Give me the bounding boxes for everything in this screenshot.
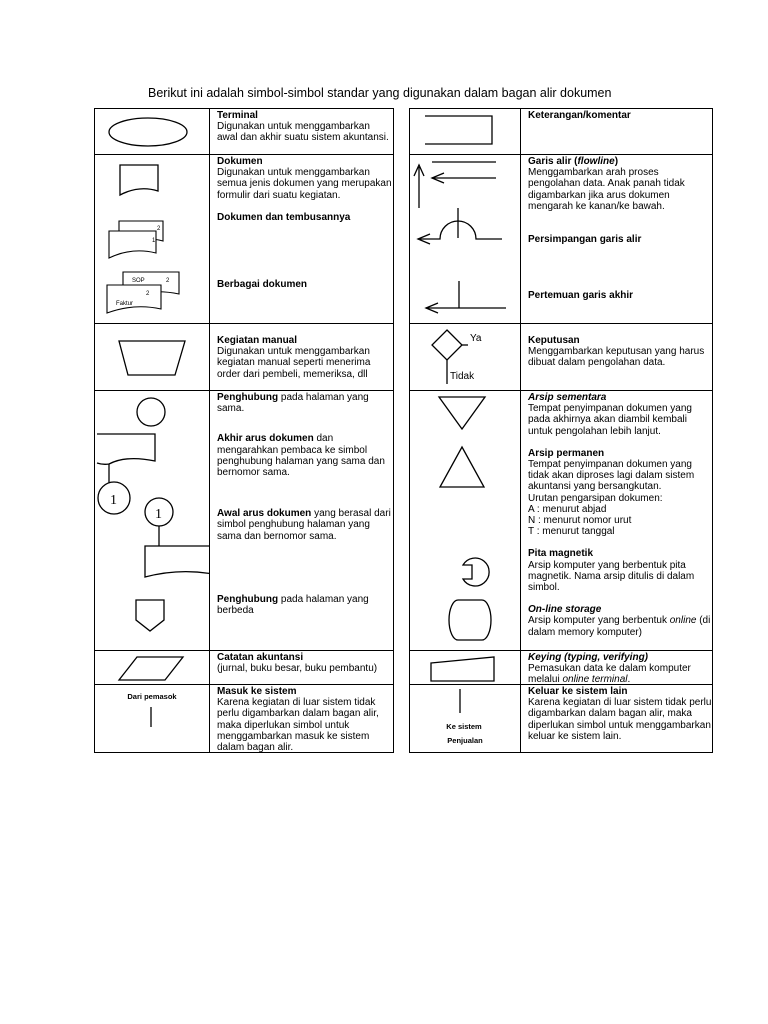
keputusan-name: Keputusan	[528, 335, 580, 346]
table-row	[95, 324, 394, 391]
penghubung1-rest: pada halaman yang sama.	[217, 392, 369, 415]
exit-label-1: Ke sistem	[446, 722, 482, 731]
arsip-permanen-name: Arsip permanen	[528, 447, 605, 459]
arsip-urutan: Urutan pengarsipan dokumen:	[528, 492, 663, 504]
online-storage-symbol	[449, 600, 491, 640]
description-cell	[521, 651, 713, 684]
arsip-sementara-name: Arsip sementara	[528, 392, 607, 403]
symbol-cell	[95, 685, 210, 752]
doc-label-2: 2	[157, 226, 161, 232]
annotation-symbol	[410, 109, 521, 154]
akhir-arus-text	[217, 433, 393, 478]
keterangan-name: Keterangan/komentar	[528, 110, 631, 121]
flowline-symbols	[410, 155, 521, 323]
start-flow-document	[145, 546, 210, 577]
table-row	[410, 109, 713, 155]
arsip-urutan-t: T : menurut tanggal	[528, 526, 615, 538]
symbol-cell	[410, 109, 521, 154]
awal-arus-name: Awal arus dokumen	[217, 508, 312, 520]
masuk-desc: Karena kegiatan di luar sistem tidak perlu digambarkan dalam bagan alir, maka diperlukan simbol untuk menggambarkan masuk ke sistem dalam bagan alir.	[217, 697, 379, 752]
multi-doc-label-2b: 2	[146, 291, 150, 297]
penghubung2-name: Penghubung	[217, 593, 279, 605]
entry-symbol	[95, 685, 210, 752]
entry-label: Dari pemasok	[127, 692, 177, 701]
temporary-file-symbol	[439, 397, 485, 429]
table-row	[410, 651, 713, 685]
persimpangan-name: Persimpangan garis alir	[528, 234, 642, 246]
keluar-desc: Karena kegiatan di luar sistem tidak perlu digambarkan dalam bagan alir, maka diperlukan simbol untuk menggambarkan keluar ke sistem lain.	[528, 697, 712, 742]
garis-alir-name: Garis alir (flowline)	[528, 156, 619, 167]
description-cell	[521, 685, 713, 752]
crossing-flowline	[420, 221, 502, 239]
table-row	[95, 685, 394, 753]
doc-label-1: 1	[152, 238, 156, 244]
description-cell	[521, 109, 713, 154]
penghubung1-text	[217, 392, 393, 414]
table-row	[95, 651, 394, 685]
decision-no-label: Tidak	[450, 371, 475, 382]
description-cell	[521, 391, 713, 650]
dokumen-tembusan-name: Dokumen dan tembusannya	[217, 211, 351, 223]
manual-desc: Digunakan untuk menggambarkan kegiatan manual seperti menerima order dari pembeli, memeriksa, dll	[217, 346, 371, 380]
symbol-cell	[410, 685, 521, 752]
keying-symbol	[410, 651, 521, 684]
table-row	[95, 391, 394, 651]
manual-operation-symbol	[95, 324, 210, 390]
akhir-arus-rest: dan mengarahkan pembaca ke simbol penghubung halaman yang sama dan bernomor sama.	[217, 433, 385, 479]
arsip-urutan-n: N : menurut nomor urut	[528, 515, 632, 527]
decision-symbol	[410, 324, 521, 390]
arsip-urutan-a: A : menurut abjad	[528, 503, 607, 515]
dokumen-name: Dokumen	[217, 156, 263, 167]
exit-label-2: Penjualan	[447, 736, 483, 745]
page-title: Berikut ini adalah simbol-simbol standar yang digunakan dalam bagan alir dokumen	[148, 86, 612, 100]
description-cell	[210, 324, 394, 390]
symbol-cell	[95, 651, 210, 684]
storage-symbols	[410, 391, 521, 650]
connector-symbols	[95, 391, 210, 650]
catatan-desc: (jurnal, buku besar, buku pembantu)	[217, 663, 378, 675]
document-symbols	[95, 155, 210, 323]
description-cell	[521, 155, 713, 323]
symbol-cell	[410, 391, 521, 650]
symbol-cell	[410, 651, 521, 684]
keying-desc: Pemasukan data ke dalam komputer melalui online terminal.	[528, 663, 691, 684]
penghubung2-rest: pada halaman yang berbeda	[217, 593, 369, 617]
table-row	[410, 685, 713, 753]
on-page-connector	[137, 398, 165, 426]
garis-alir-desc: Menggambarkan arah proses pengolahan data. Anak panah tidak digambarkan jika arus dokumen mengarah ke kanan/ke bawah.	[528, 167, 685, 212]
permanent-file-symbol	[440, 447, 484, 487]
terminal-name: Terminal	[217, 110, 258, 121]
symbol-cell	[95, 391, 210, 650]
online-desc: Arsip komputer yang berbentuk online (di dalam memory komputer)	[528, 615, 711, 638]
catatan-name: Catatan akuntansi	[217, 652, 304, 663]
table-row	[410, 324, 713, 391]
dokumen-desc: Digunakan untuk menggambarkan semua jenis dokumen yang merupakan formulir dari suatu kegiatan.	[217, 167, 392, 201]
berbagai-dokumen-name: Berbagai dokumen	[217, 279, 308, 291]
description-cell	[210, 651, 394, 684]
end-flow-label: 1	[110, 493, 117, 508]
description-cell	[210, 155, 394, 323]
description-cell	[210, 109, 394, 154]
symbol-cell	[410, 324, 521, 390]
pita-name: Pita magnetik	[528, 548, 594, 560]
exit-symbol	[410, 685, 521, 752]
awal-arus-rest: yang berasal dari simbol penghubung halaman yang sama dan bernomor sama.	[217, 508, 391, 542]
description-cell	[521, 324, 713, 390]
description-cell	[210, 391, 394, 650]
pita-desc: Arsip komputer yang berbentuk pita magnetik. Nama arsip ditulis di dalam simbol.	[528, 559, 695, 594]
left-symbol-table	[94, 108, 394, 753]
multi-doc-label-2a: 2	[166, 278, 170, 284]
online-name: On-line storage	[528, 604, 602, 616]
description-cell	[210, 685, 394, 752]
accounting-record-symbol	[95, 651, 210, 684]
multi-doc-label-faktur: Faktur	[116, 301, 134, 307]
table-row	[95, 109, 394, 155]
terminal-symbol	[95, 109, 210, 154]
keputusan-desc: Menggambarkan keputusan yang harus dibuat dalam pengolahan data.	[528, 346, 705, 369]
terminal-desc: Digunakan untuk menggambarkan awal dan akhir suatu sistem akuntansi.	[217, 121, 389, 144]
symbol-cell	[95, 155, 210, 323]
symbol-cell	[95, 109, 210, 154]
document-symbol	[120, 165, 158, 195]
awal-arus-text	[217, 508, 393, 542]
table-row	[95, 155, 394, 324]
akhir-arus-name: Akhir arus dokumen	[217, 433, 314, 445]
multi-doc-label-sop: SOP	[132, 278, 145, 284]
arsip-sementara-desc: Tempat penyimpanan dokumen yang pada akhirnya akan diambil kembali untuk pengolahan lebih lanjut.	[528, 403, 692, 437]
pertemuan-name: Pertemuan garis akhir	[528, 290, 634, 302]
masuk-name: Masuk ke sistem	[217, 686, 297, 697]
keying-name: Keying (typing, verifying)	[528, 652, 649, 663]
arsip-permanen-desc: Tempat penyimpanan dokumen yang tidak akan diproses lagi dalam sistem akuntansi yang bersangkutan.	[528, 459, 695, 493]
start-flow-label: 1	[155, 507, 162, 522]
symbol-cell	[410, 155, 521, 323]
penghubung1-name: Penghubung	[217, 392, 279, 403]
penghubung2-text	[217, 594, 393, 616]
end-flow-document	[97, 434, 155, 464]
table-row	[410, 155, 713, 324]
symbol-cell	[95, 324, 210, 390]
magnetic-tape-symbol	[463, 558, 489, 586]
table-row	[410, 391, 713, 651]
off-page-connector	[136, 600, 164, 631]
keluar-name: Keluar ke sistem lain	[528, 686, 628, 697]
right-symbol-table	[409, 108, 713, 753]
manual-name: Kegiatan manual	[217, 335, 298, 346]
decision-yes-label: Ya	[470, 333, 482, 344]
multi-document-front	[107, 285, 161, 313]
document-copy-front	[109, 231, 156, 258]
